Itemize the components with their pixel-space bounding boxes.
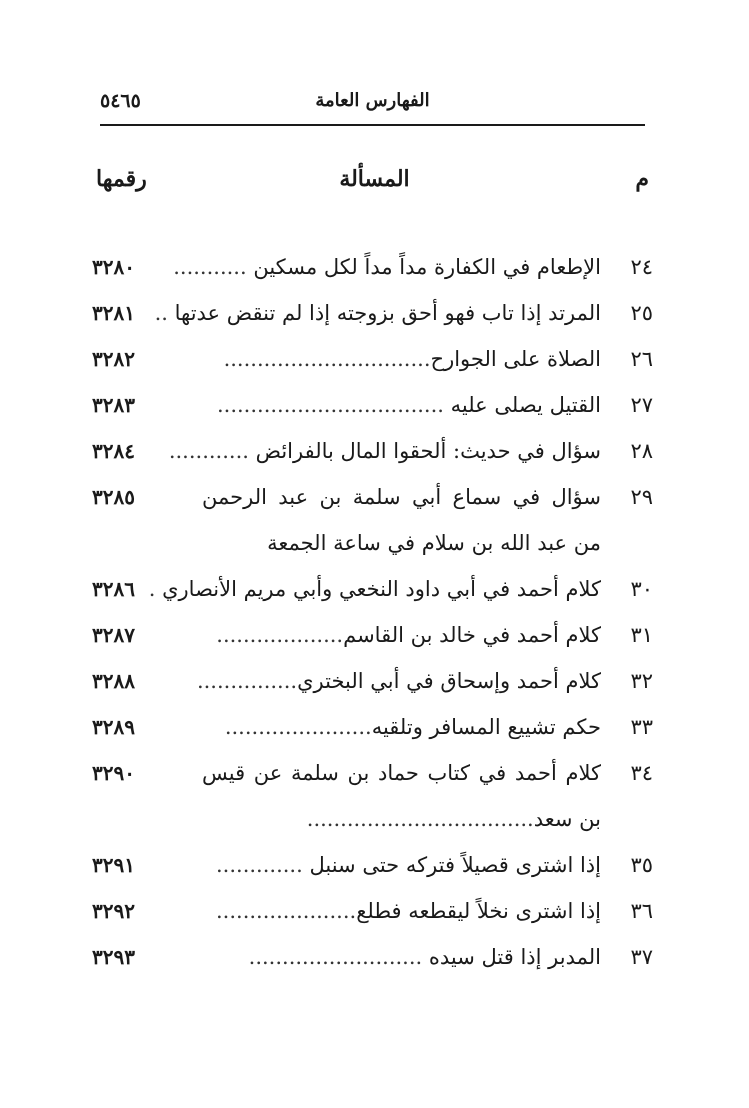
entry-index: ٣٠ bbox=[630, 577, 653, 601]
entry-text-wrap bbox=[202, 474, 601, 566]
entry-text-wrap bbox=[202, 750, 601, 842]
entry-dot-leader: .......................... bbox=[248, 945, 429, 969]
entry-text: الإطعام في الكفارة مداً مداً لكل مسكين bbox=[253, 255, 601, 279]
index-entry bbox=[92, 566, 653, 612]
index-entry bbox=[92, 934, 653, 980]
entry-text: القتيل يصلى عليه bbox=[450, 393, 601, 417]
entry-number: ٣٢٨٩ bbox=[92, 715, 135, 739]
index-entry bbox=[92, 888, 653, 934]
entry-number: ٣٢٨٥ bbox=[92, 485, 135, 509]
entry-dot-leader: ........... bbox=[173, 255, 254, 279]
index-entry bbox=[92, 612, 653, 658]
entry-number: ٣٢٨٦ bbox=[92, 577, 135, 601]
index-entry bbox=[92, 290, 653, 336]
index-entry bbox=[92, 658, 653, 704]
entry-dot-leader: ............... bbox=[196, 669, 298, 693]
entry-text: الصلاة على الجوارح bbox=[430, 347, 601, 371]
index-entry bbox=[92, 842, 653, 888]
entry-text: كلام أحمد في أبي داود النخعي وأبي مريم الأنصاري bbox=[162, 577, 601, 601]
entry-number: ٣٢٨٧ bbox=[92, 623, 135, 647]
entry-index: ٣٢ bbox=[630, 669, 653, 693]
entry-text: كلام أحمد في خالد بن القاسم bbox=[343, 623, 601, 647]
running-title: الفهارس العامة bbox=[315, 90, 430, 111]
entry-text: إذا اشترى نخلاً ليقطعه فطلع bbox=[356, 899, 601, 923]
entry-text: سؤال في سماع أبي سلمة بن عبد الرحمن من عبد الله بن سلام في ساعة الجمعة bbox=[202, 485, 601, 555]
entry-text-wrap bbox=[202, 612, 601, 658]
entry-number: ٣٢٩٣ bbox=[92, 945, 135, 969]
entry-index: ٢٨ bbox=[630, 439, 653, 463]
entry-index: ٢٥ bbox=[630, 301, 653, 325]
index-entry bbox=[92, 474, 653, 566]
entry-text-wrap bbox=[202, 704, 601, 750]
entry-text-wrap bbox=[196, 658, 601, 704]
entry-index: ٣١ bbox=[630, 623, 653, 647]
entry-index: ٣٥ bbox=[630, 853, 653, 877]
entry-dot-leader: ..................... bbox=[216, 899, 357, 923]
running-header bbox=[100, 88, 645, 126]
entry-index: ٣٣ bbox=[630, 715, 653, 739]
column-header-issue: المسألة bbox=[339, 166, 410, 192]
entry-index: ٢٩ bbox=[630, 485, 653, 509]
entry-number: ٣٢٨٢ bbox=[92, 347, 135, 371]
index-entry bbox=[92, 704, 653, 750]
entry-text-wrap bbox=[202, 336, 601, 382]
entry-text: كلام أحمد وإسحاق في أبي البختري bbox=[297, 669, 601, 693]
entry-number: ٣٢٨٨ bbox=[92, 669, 135, 693]
entry-text: كلام أحمد في كتاب حماد بن سلمة عن قيس بن سعد bbox=[202, 761, 601, 831]
entry-dot-leader: ............................... bbox=[223, 347, 431, 371]
entry-dot-leader: .. bbox=[154, 301, 175, 325]
entry-index: ٢٧ bbox=[630, 393, 653, 417]
page-number: ٥٤٦٥ bbox=[100, 90, 141, 112]
entry-dot-leader: ............ bbox=[168, 439, 256, 463]
entry-dot-leader: ................... bbox=[216, 623, 344, 647]
entry-text: سؤال في حديث: ألحقوا المال بالفرائض bbox=[255, 439, 601, 463]
entry-text-wrap bbox=[154, 290, 601, 336]
entry-index: ٣٦ bbox=[630, 899, 653, 923]
entry-number: ٣٢٨٤ bbox=[92, 439, 135, 463]
column-header-m: م bbox=[635, 166, 649, 192]
entry-text-wrap bbox=[168, 428, 601, 474]
entry-index: ٢٤ bbox=[630, 255, 653, 279]
entry-dot-leader: . bbox=[148, 577, 163, 601]
entry-number: ٣٢٩٢ bbox=[92, 899, 135, 923]
entry-text-wrap bbox=[148, 566, 601, 612]
entry-dot-leader: ...................... bbox=[224, 715, 372, 739]
entry-text-wrap bbox=[202, 842, 601, 888]
index-entries bbox=[92, 244, 653, 980]
entry-number: ٣٢٨١ bbox=[92, 301, 135, 325]
index-entry bbox=[92, 244, 653, 290]
entry-index: ٣٤ bbox=[630, 761, 653, 785]
entry-text: حكم تشييع المسافر وتلقيه bbox=[371, 715, 601, 739]
column-header-number: رقمها bbox=[96, 166, 147, 192]
entry-dot-leader: .................................. bbox=[216, 393, 451, 417]
index-entry bbox=[92, 428, 653, 474]
entry-number: ٣٢٨٠ bbox=[92, 255, 135, 279]
entry-number: ٣٢٨٣ bbox=[92, 393, 135, 417]
entry-text: المدبر إذا قتل سيده bbox=[428, 945, 601, 969]
entry-dot-leader: .................................. bbox=[306, 807, 534, 831]
entry-dot-leader: ............. bbox=[216, 853, 310, 877]
entry-text-wrap bbox=[202, 382, 601, 428]
index-entry bbox=[92, 750, 653, 842]
entry-number: ٣٢٩٠ bbox=[92, 761, 135, 785]
index-entry bbox=[92, 382, 653, 428]
entry-text-wrap bbox=[202, 934, 601, 980]
index-entry bbox=[92, 336, 653, 382]
entry-index: ٣٧ bbox=[630, 945, 653, 969]
entry-text: إذا اشترى قصيلاً فتركه حتى سنبل bbox=[309, 853, 601, 877]
entry-text-wrap bbox=[202, 888, 601, 934]
entry-number: ٣٢٩١ bbox=[92, 853, 135, 877]
entry-index: ٢٦ bbox=[630, 347, 653, 371]
entry-text-wrap bbox=[173, 244, 601, 290]
entry-text: المرتد إذا تاب فهو أحق بزوجته إذا لم تنقض عدتها bbox=[174, 301, 601, 325]
